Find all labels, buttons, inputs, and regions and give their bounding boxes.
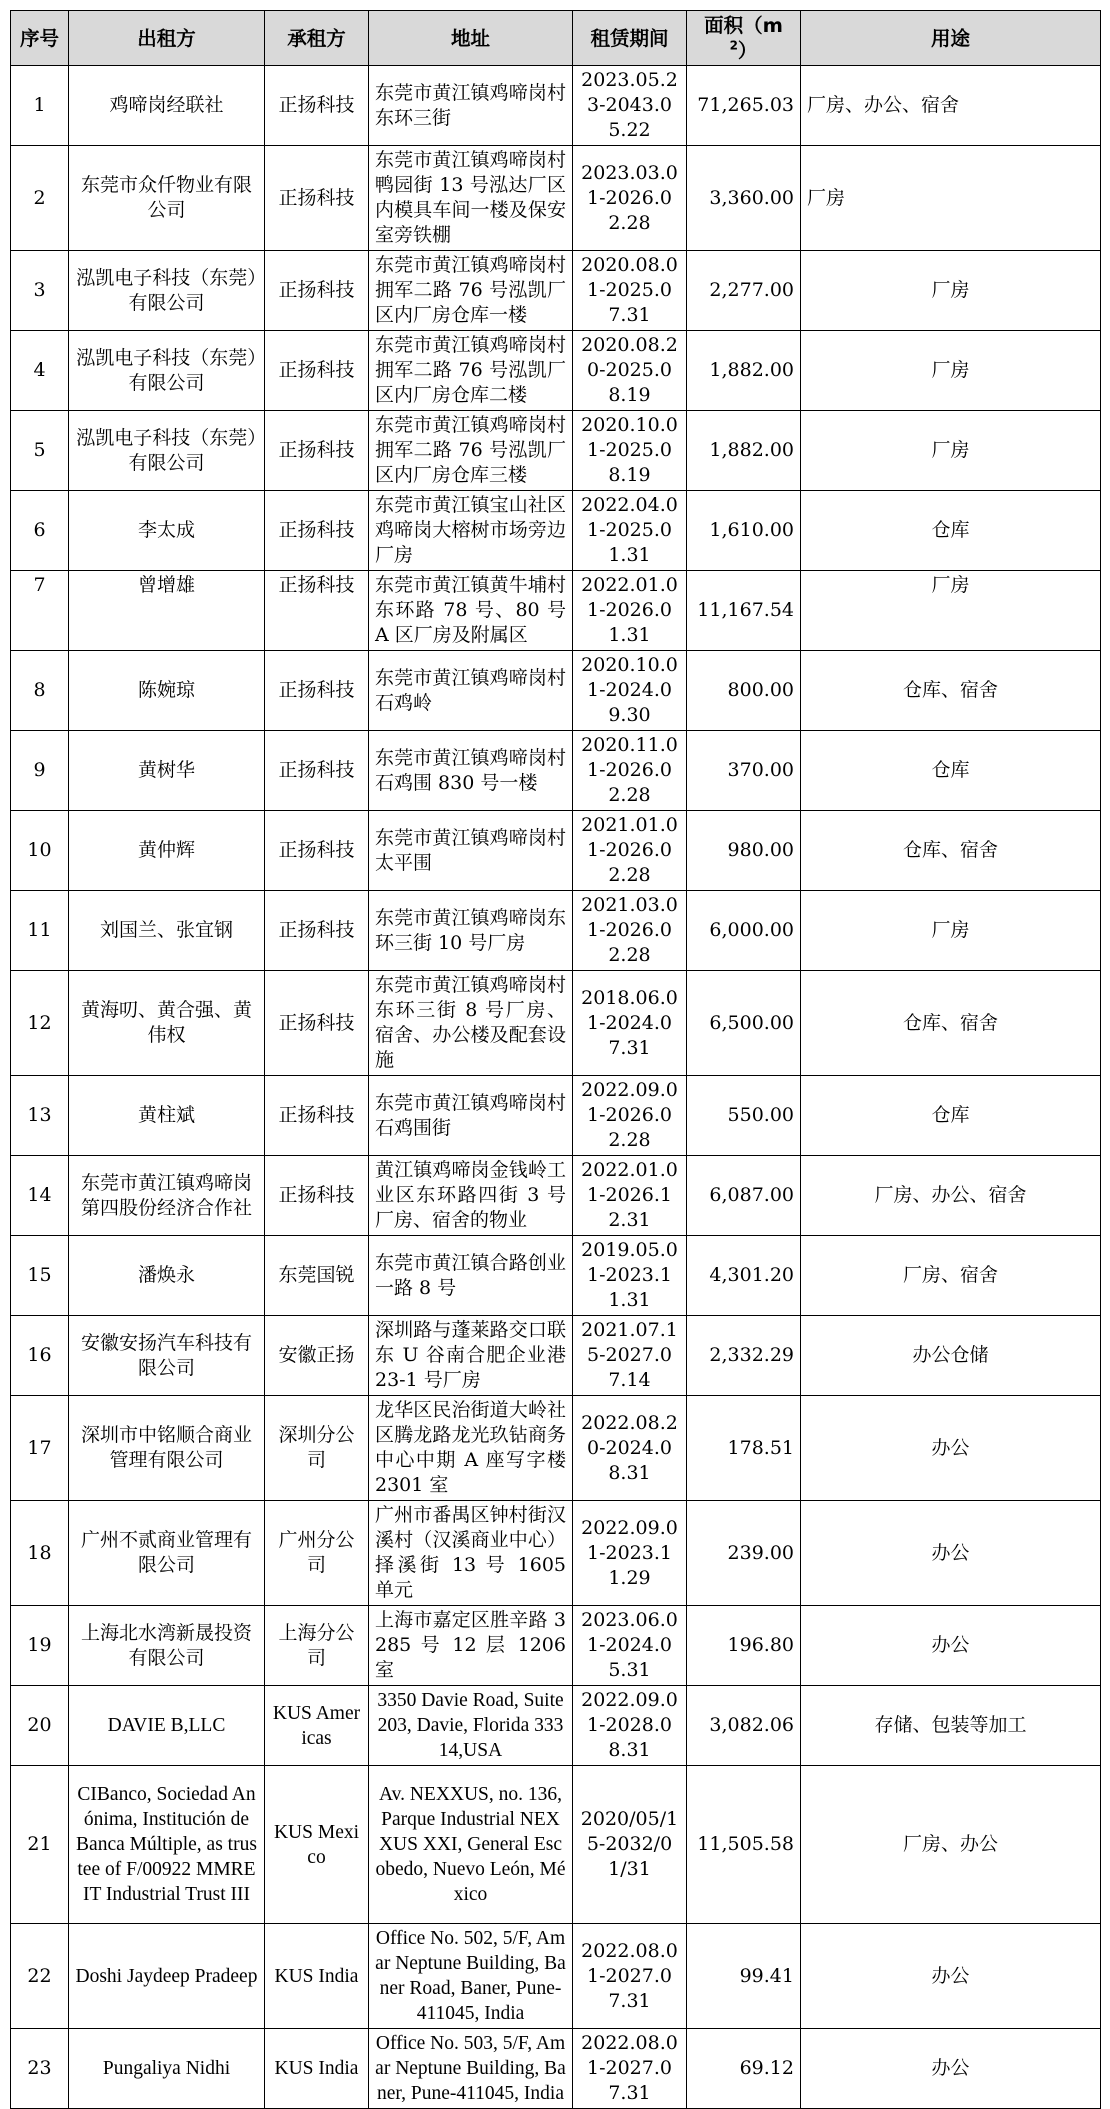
table-row xyxy=(11,331,1101,411)
cell-lessee: 正扬科技 xyxy=(265,651,369,731)
cell-period: 2022.01.01-2026.01.31 xyxy=(573,571,687,651)
cell-lessee: 正扬科技 xyxy=(265,1076,369,1156)
cell-lessor: 曾增雄 xyxy=(69,571,265,651)
cell-area: 178.51 xyxy=(687,1396,801,1501)
cell-address: 黄江镇鸡啼岗金钱岭工业区东环路四街 3 号厂房、宿舍的物业 xyxy=(369,1156,573,1236)
cell-address: Office No. 503, 5/F, Amar Neptune Building, Baner, Pune-411045, India xyxy=(369,2029,573,2109)
cell-area: 6,000.00 xyxy=(687,891,801,971)
cell-area: 11,167.54 xyxy=(687,571,801,651)
cell-no: 16 xyxy=(11,1316,69,1396)
cell-period: 2022.08.01-2027.07.31 xyxy=(573,1924,687,2029)
cell-no: 4 xyxy=(11,331,69,411)
cell-no: 10 xyxy=(11,811,69,891)
table-row xyxy=(11,1924,1101,2029)
cell-use: 厂房、宿舍 xyxy=(801,1236,1101,1316)
cell-use: 办公 xyxy=(801,1924,1101,2029)
cell-no: 17 xyxy=(11,1396,69,1501)
table-row xyxy=(11,251,1101,331)
cell-no: 1 xyxy=(11,66,69,146)
cell-no: 5 xyxy=(11,411,69,491)
cell-lessee: 上海分公司 xyxy=(265,1606,369,1686)
cell-lessee: 正扬科技 xyxy=(265,971,369,1076)
cell-area: 196.80 xyxy=(687,1606,801,1686)
cell-area: 370.00 xyxy=(687,731,801,811)
cell-lessor: 泓凯电子科技（东莞）有限公司 xyxy=(69,251,265,331)
cell-area: 1,882.00 xyxy=(687,331,801,411)
cell-lessor: 陈婉琼 xyxy=(69,651,265,731)
cell-address: 东莞市黄江镇鸡啼岗村石鸡岭 xyxy=(369,651,573,731)
cell-no: 13 xyxy=(11,1076,69,1156)
cell-address: 东莞市黄江镇鸡啼岗村拥军二路 76 号泓凯厂区内厂房仓库二楼 xyxy=(369,331,573,411)
cell-use: 办公 xyxy=(801,2029,1101,2109)
cell-lessee: KUS Americas xyxy=(265,1686,369,1766)
cell-lessor: 黄仲辉 xyxy=(69,811,265,891)
cell-area: 550.00 xyxy=(687,1076,801,1156)
cell-no: 20 xyxy=(11,1686,69,1766)
cell-no: 23 xyxy=(11,2029,69,2109)
cell-address: Av. NEXXUS, no. 136, Parque Industrial NEXXUS XXI, General Escobedo, Nuevo León, México xyxy=(369,1766,573,1924)
cell-no: 3 xyxy=(11,251,69,331)
cell-no: 12 xyxy=(11,971,69,1076)
cell-period: 2023.06.01-2024.05.31 xyxy=(573,1606,687,1686)
cell-use: 办公仓储 xyxy=(801,1316,1101,1396)
cell-area: 6,087.00 xyxy=(687,1156,801,1236)
cell-no: 2 xyxy=(11,146,69,251)
cell-use: 仓库 xyxy=(801,731,1101,811)
cell-use: 厂房 xyxy=(801,411,1101,491)
cell-address: 东莞市黄江镇鸡啼岗村拥军二路 76 号泓凯厂区内厂房仓库一楼 xyxy=(369,251,573,331)
cell-lessee: 正扬科技 xyxy=(265,331,369,411)
cell-lessee: 深圳分公司 xyxy=(265,1396,369,1501)
cell-address: 东莞市黄江镇鸡啼岗村石鸡围街 xyxy=(369,1076,573,1156)
cell-lessor: 东莞市黄江镇鸡啼岗第四股份经济合作社 xyxy=(69,1156,265,1236)
cell-period: 2018.06.01-2024.07.31 xyxy=(573,971,687,1076)
cell-no: 11 xyxy=(11,891,69,971)
table-row xyxy=(11,1766,1101,1924)
cell-lessor: Pungaliya Nidhi xyxy=(69,2029,265,2109)
cell-period: 2022.08.01-2027.07.31 xyxy=(573,2029,687,2109)
cell-period: 2020/05/15-2032/01/31 xyxy=(573,1766,687,1924)
cell-use: 仓库、宿舍 xyxy=(801,811,1101,891)
cell-lessor: 安徽安扬汽车科技有限公司 xyxy=(69,1316,265,1396)
cell-area: 69.12 xyxy=(687,2029,801,2109)
cell-period: 2020.10.01-2025.08.19 xyxy=(573,411,687,491)
cell-use: 厂房 xyxy=(801,331,1101,411)
cell-lessee: 正扬科技 xyxy=(265,66,369,146)
table-row xyxy=(11,971,1101,1076)
cell-lessor: 上海北水湾新晟投资有限公司 xyxy=(69,1606,265,1686)
cell-address: Office No. 502, 5/F, Amar Neptune Building, Baner Road, Baner, Pune-411045, India xyxy=(369,1924,573,2029)
cell-no: 15 xyxy=(11,1236,69,1316)
cell-use: 仓库 xyxy=(801,1076,1101,1156)
header-lessee: 承租方 xyxy=(265,11,369,66)
cell-area: 6,500.00 xyxy=(687,971,801,1076)
cell-lessee: 正扬科技 xyxy=(265,146,369,251)
cell-lessor: 黄海叨、黄合强、黄伟权 xyxy=(69,971,265,1076)
table-row xyxy=(11,651,1101,731)
cell-period: 2022.09.01-2026.02.28 xyxy=(573,1076,687,1156)
table-row xyxy=(11,491,1101,571)
cell-lessor: 黄树华 xyxy=(69,731,265,811)
cell-use: 仓库 xyxy=(801,491,1101,571)
cell-lessee: KUS India xyxy=(265,1924,369,2029)
cell-lessor: 东莞市众仟物业有限公司 xyxy=(69,146,265,251)
cell-address: 东莞市黄江镇黄牛埔村东环路 78 号、80 号 A 区厂房及附属区 xyxy=(369,571,573,651)
cell-address: 东莞市黄江镇鸡啼岗村东环三街 xyxy=(369,66,573,146)
cell-lessee: 正扬科技 xyxy=(265,891,369,971)
cell-no: 7 xyxy=(11,571,69,651)
cell-address: 东莞市黄江镇合路创业一路 8 号 xyxy=(369,1236,573,1316)
header-lessor: 出租方 xyxy=(69,11,265,66)
cell-lessee: 正扬科技 xyxy=(265,731,369,811)
cell-lessor: 潘焕永 xyxy=(69,1236,265,1316)
cell-period: 2022.04.01-2025.01.31 xyxy=(573,491,687,571)
cell-lessee: 正扬科技 xyxy=(265,811,369,891)
cell-address: 东莞市黄江镇鸡啼岗村鸭园街 13 号泓达厂区内模具车间一楼及保安室旁铁棚 xyxy=(369,146,573,251)
cell-lessor: 鸡啼岗经联社 xyxy=(69,66,265,146)
cell-use: 办公 xyxy=(801,1606,1101,1686)
cell-address: 东莞市黄江镇鸡啼岗村太平围 xyxy=(369,811,573,891)
cell-period: 2023.05.23-2043.05.22 xyxy=(573,66,687,146)
cell-lessee: 东莞国锐 xyxy=(265,1236,369,1316)
cell-lessee: 安徽正扬 xyxy=(265,1316,369,1396)
cell-no: 14 xyxy=(11,1156,69,1236)
cell-period: 2022.01.01-2026.12.31 xyxy=(573,1156,687,1236)
cell-use: 办公 xyxy=(801,1501,1101,1606)
cell-lessor: 李太成 xyxy=(69,491,265,571)
table-row xyxy=(11,1686,1101,1766)
cell-period: 2021.07.15-2027.07.14 xyxy=(573,1316,687,1396)
cell-area: 3,082.06 xyxy=(687,1686,801,1766)
cell-lessee: 正扬科技 xyxy=(265,411,369,491)
cell-address: 东莞市黄江镇鸡啼岗村东环三街 8 号厂房、宿舍、办公楼及配套设施 xyxy=(369,971,573,1076)
cell-no: 8 xyxy=(11,651,69,731)
cell-period: 2022.08.20-2024.08.31 xyxy=(573,1396,687,1501)
cell-lessor: 泓凯电子科技（东莞）有限公司 xyxy=(69,411,265,491)
cell-lessor: 刘国兰、张宜钢 xyxy=(69,891,265,971)
cell-lessor: Doshi Jaydeep Pradeep xyxy=(69,1924,265,2029)
cell-address: 3350 Davie Road, Suite 203, Davie, Florida 33314,USA xyxy=(369,1686,573,1766)
cell-lessor: CIBanco, Sociedad Anónima, Institución de Banca Múltiple, as trustee of F/00922 MMREIT Industrial Trust III xyxy=(69,1766,265,1924)
cell-period: 2021.01.01-2026.02.28 xyxy=(573,811,687,891)
cell-period: 2021.03.01-2026.02.28 xyxy=(573,891,687,971)
cell-area: 11,505.58 xyxy=(687,1766,801,1924)
cell-area: 1,610.00 xyxy=(687,491,801,571)
cell-use: 存储、包装等加工 xyxy=(801,1686,1101,1766)
cell-area: 800.00 xyxy=(687,651,801,731)
cell-address: 深圳路与蓬莱路交口联东 U 谷南合肥企业港 23-1 号厂房 xyxy=(369,1316,573,1396)
cell-address: 广州市番禺区钟村街汉溪村（汉溪商业中心）择溪街 13 号 1605 单元 xyxy=(369,1501,573,1606)
cell-use: 厂房 xyxy=(801,571,1101,651)
header-area-close: ） xyxy=(737,39,758,62)
table-row xyxy=(11,1156,1101,1236)
cell-no: 9 xyxy=(11,731,69,811)
cell-use: 厂房、办公 xyxy=(801,1766,1101,1924)
cell-use: 办公 xyxy=(801,1396,1101,1501)
cell-use: 厂房 xyxy=(801,146,1101,251)
cell-period: 2020.11.01-2026.02.28 xyxy=(573,731,687,811)
header-no: 序号 xyxy=(11,11,69,66)
cell-area: 239.00 xyxy=(687,1501,801,1606)
cell-period: 2019.05.01-2023.11.31 xyxy=(573,1236,687,1316)
table-row xyxy=(11,571,1101,651)
header-area-sup: 2 xyxy=(729,38,738,53)
cell-no: 18 xyxy=(11,1501,69,1606)
cell-address: 东莞市黄江镇鸡啼岗村石鸡围 830 号一楼 xyxy=(369,731,573,811)
table-row xyxy=(11,811,1101,891)
lease-table xyxy=(10,10,1101,2109)
cell-address: 龙华区民治街道大岭社区腾龙路龙光玖钻商务中心中期 A 座写字楼 2301 室 xyxy=(369,1396,573,1501)
cell-period: 2022.09.01-2028.08.31 xyxy=(573,1686,687,1766)
table-row xyxy=(11,731,1101,811)
cell-lessee: 正扬科技 xyxy=(265,491,369,571)
cell-period: 2020.08.01-2025.07.31 xyxy=(573,251,687,331)
cell-area: 2,332.29 xyxy=(687,1316,801,1396)
cell-lessee: 正扬科技 xyxy=(265,251,369,331)
cell-use: 仓库、宿舍 xyxy=(801,651,1101,731)
table-row xyxy=(11,66,1101,146)
cell-period: 2023.03.01-2026.02.28 xyxy=(573,146,687,251)
cell-lessor: 泓凯电子科技（东莞）有限公司 xyxy=(69,331,265,411)
cell-use: 厂房 xyxy=(801,251,1101,331)
table-row xyxy=(11,1396,1101,1501)
cell-use: 厂房、办公、宿舍 xyxy=(801,1156,1101,1236)
header-area xyxy=(687,11,801,66)
table-row xyxy=(11,1236,1101,1316)
cell-lessor: DAVIE B,LLC xyxy=(69,1686,265,1766)
table-row xyxy=(11,411,1101,491)
cell-use: 仓库、宿舍 xyxy=(801,971,1101,1076)
header-area-text: 面积（m xyxy=(704,14,783,37)
cell-address: 东莞市黄江镇鸡啼岗村拥军二路 76 号泓凯厂区内厂房仓库三楼 xyxy=(369,411,573,491)
table-row xyxy=(11,146,1101,251)
cell-area: 1,882.00 xyxy=(687,411,801,491)
cell-area: 2,277.00 xyxy=(687,251,801,331)
table-row xyxy=(11,1316,1101,1396)
cell-lessee: KUS Mexico xyxy=(265,1766,369,1924)
cell-use: 厂房 xyxy=(801,891,1101,971)
header-period: 租赁期间 xyxy=(573,11,687,66)
table-row xyxy=(11,1606,1101,1686)
cell-area: 99.41 xyxy=(687,1924,801,2029)
cell-address: 东莞市黄江镇宝山社区鸡啼岗大榕树市场旁边厂房 xyxy=(369,491,573,571)
cell-address: 上海市嘉定区胜辛路 3285 号 12 层 1206 室 xyxy=(369,1606,573,1686)
cell-lessee: 广州分公司 xyxy=(265,1501,369,1606)
cell-no: 19 xyxy=(11,1606,69,1686)
cell-area: 980.00 xyxy=(687,811,801,891)
header-address: 地址 xyxy=(369,11,573,66)
cell-area: 4,301.20 xyxy=(687,1236,801,1316)
table-body xyxy=(11,66,1101,2109)
cell-lessor: 深圳市中铭顺合商业管理有限公司 xyxy=(69,1396,265,1501)
table-row xyxy=(11,891,1101,971)
cell-area: 3,360.00 xyxy=(687,146,801,251)
cell-address: 东莞市黄江镇鸡啼岗东环三街 10 号厂房 xyxy=(369,891,573,971)
cell-area: 71,265.03 xyxy=(687,66,801,146)
cell-period: 2020.10.01-2024.09.30 xyxy=(573,651,687,731)
cell-no: 22 xyxy=(11,1924,69,2029)
cell-use: 厂房、办公、宿舍 xyxy=(801,66,1101,146)
cell-lessee: 正扬科技 xyxy=(265,571,369,651)
cell-lessee: 正扬科技 xyxy=(265,1156,369,1236)
cell-lessee: KUS India xyxy=(265,2029,369,2109)
cell-lessor: 黄柱斌 xyxy=(69,1076,265,1156)
cell-lessor: 广州不贰商业管理有限公司 xyxy=(69,1501,265,1606)
header-use: 用途 xyxy=(801,11,1101,66)
header-row xyxy=(11,11,1101,66)
cell-period: 2022.09.01-2023.11.29 xyxy=(573,1501,687,1606)
cell-no: 21 xyxy=(11,1766,69,1924)
table-row xyxy=(11,1076,1101,1156)
cell-period: 2020.08.20-2025.08.19 xyxy=(573,331,687,411)
cell-no: 6 xyxy=(11,491,69,571)
table-row xyxy=(11,1501,1101,1606)
table-row xyxy=(11,2029,1101,2109)
